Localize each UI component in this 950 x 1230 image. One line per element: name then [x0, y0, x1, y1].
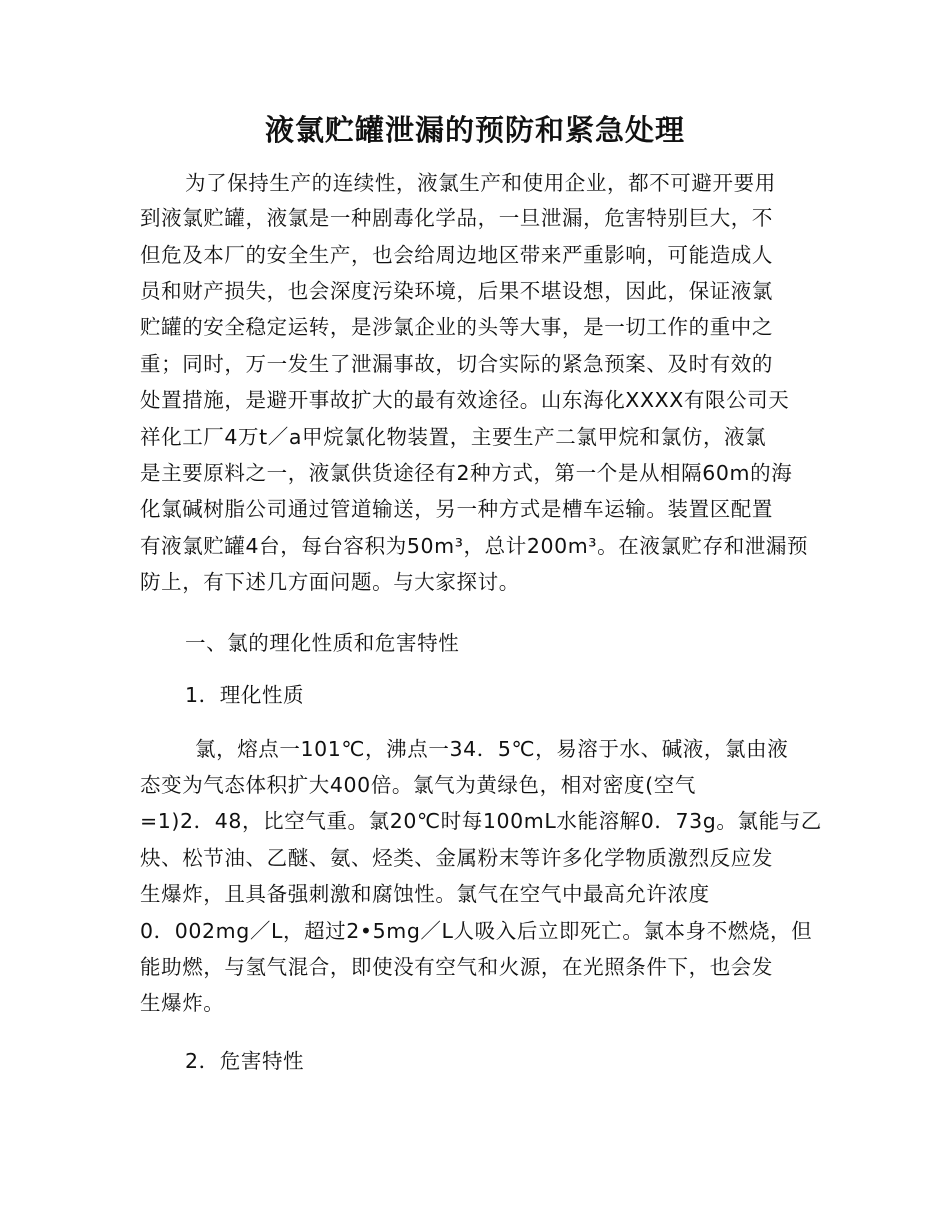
- paragraph-line: 能助燃，与氢气混合，即使没有空气和火源，在光照条件下，也会发: [140, 955, 773, 979]
- paragraph-line: 但危及本厂的安全生产，也会给周边地区带来严重影响，可能造成人: [140, 243, 773, 267]
- paragraph-line: 炔、松节油、乙醚、氨、烃类、金属粉末等许多化学物质激烈反应发: [140, 846, 773, 870]
- subsection-heading: 1．理化性质: [185, 683, 305, 707]
- paragraph-line: 生爆炸，且具备强刺激和腐蚀性。氯气在空气中最高允许浓度: [140, 882, 710, 906]
- paragraph-line: 有液氯贮罐4台，每台容积为50m³，总计200m³。在液氯贮存和泄漏预: [140, 534, 809, 558]
- paragraph-line: 处置措施，是避开事故扩大的最有效途径。山东海化XXXX有限公司天: [140, 388, 790, 412]
- paragraph-line: 是主要原料之一，液氯供货途径有2种方式，第一个是从相隔60m的海: [140, 461, 793, 485]
- paragraph-line: 化氯碱树脂公司通过管道输送，另一种方式是槽车运输。装置区配置: [140, 497, 773, 521]
- paragraph-line: 为了保持生产的连续性，液氯生产和使用企业，都不可避开要用: [185, 171, 776, 195]
- paragraph-line: =1)2．48，比空气重。氯20℃时每100mL水能溶解0．73g。氯能与乙: [140, 809, 822, 833]
- paragraph-line: 防上，有下述几方面问题。与大家探讨。: [140, 570, 520, 594]
- paragraph-line: 氯，熔点一101℃，沸点一34．5℃，易溶于水、碱液，氯由液: [195, 737, 789, 761]
- paragraph-line: 重；同时，万一发生了泄漏事故，切合实际的紧急预案、及时有效的: [140, 352, 773, 376]
- subsection-heading: 2．危害特性: [185, 1049, 305, 1073]
- paragraph-line: 到液氯贮罐，液氯是一种剧毒化学品，一旦泄漏，危害特别巨大，不: [140, 206, 773, 230]
- paragraph-line: 贮罐的安全稳定运转，是涉氯企业的头等大事，是一切工作的重中之: [140, 315, 773, 339]
- paragraph-line: 态变为气态体积扩大400倍。氯气为黄绿色，相对密度(空气: [140, 773, 696, 797]
- paragraph-line: 0．002mg／L，超过2•5mg／L人吸入后立即死亡。氯本身不燃烧，但: [140, 919, 813, 943]
- paragraph-line: 员和财产损失，也会深度污染环境，后果不堪设想，因此，保证液氯: [140, 279, 773, 303]
- section-heading: 一、氯的理化性质和危害特性: [185, 631, 460, 655]
- paragraph-line: 生爆炸。: [140, 991, 225, 1015]
- paragraph-line: 祥化工厂4万t／a甲烷氯化物装置，主要生产二氯甲烷和氯仿，液氯: [140, 425, 767, 449]
- document-title: 液氯贮罐泄漏的预防和紧急处理: [264, 113, 685, 147]
